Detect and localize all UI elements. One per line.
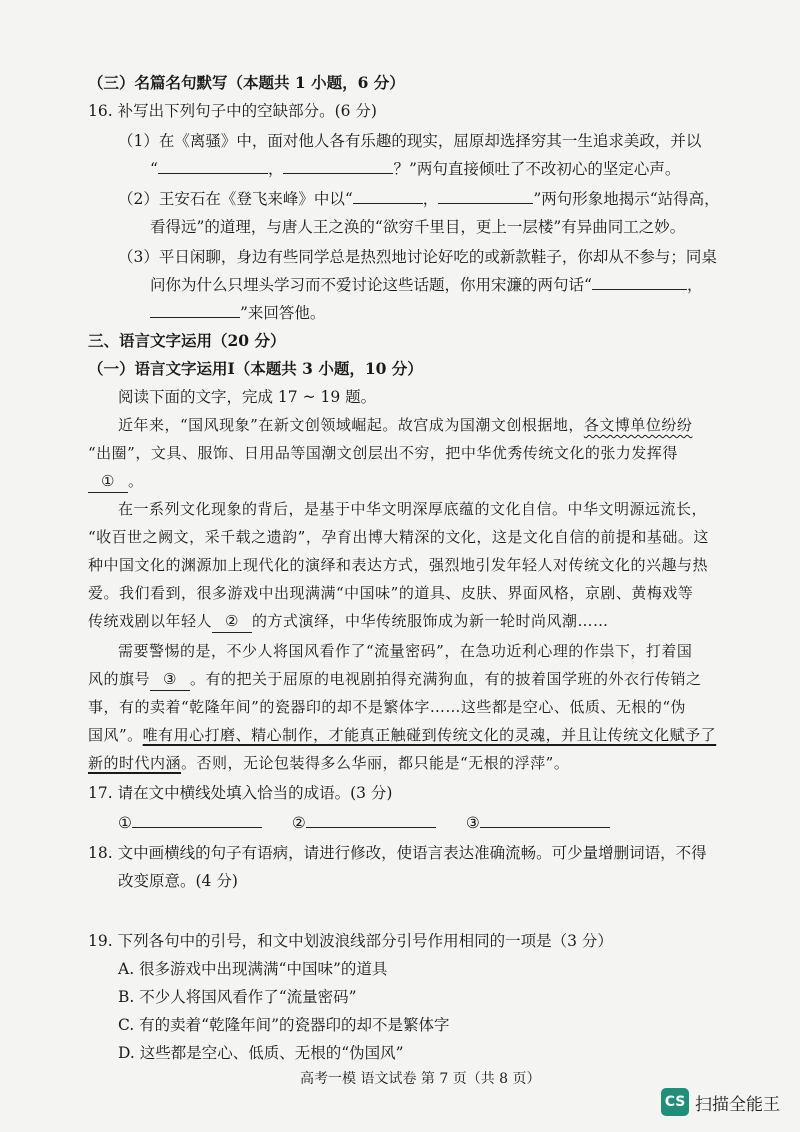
- underlined-sentence-part2: 新的时代内涵: [88, 754, 182, 772]
- q16-part3-line2: 问你为什么只埋头学习而不爱讨论这些话题，你用宋濂的两句话“ ，: [150, 276, 703, 294]
- q16-part1-line2: “ ， ？”两句直接倾吐了不改初心的坚定心声。: [150, 160, 681, 178]
- passage-line-1: 近年来，“国风现象”在新文创领域崛起。故宫成为国潮文创根据地，各文博单位纷纷: [118, 416, 693, 434]
- camscanner-text: 扫描全能王: [695, 1094, 780, 1115]
- passage-line-6: 种中国文化的渊源加上现代化的演绎和表达方式，强烈地引发年轻人对传统文化的兴趣与热: [88, 556, 709, 574]
- q19-stem: 19. 下列各句中的引号，和文中划波浪线部分引号作用相同的一项是（3 分）: [88, 932, 613, 950]
- camscanner-icon: CS: [661, 1088, 689, 1116]
- q18-line-1: 18. 文中画横线的句子有语病，请进行修改，使语言表达准确流畅。可少量增删词语，不得: [88, 844, 707, 862]
- passage-line-12: 国风”。唯有用心打磨、精心制作，才能真正触碰到传统文化的灵魂，并且让传统文化赋予了: [88, 726, 717, 744]
- passage-line-13: 新的时代内涵。否则，无论包装得多么华丽，都只能是“无根的浮萍”。: [88, 754, 570, 772]
- q16-part3-line3: ”来回答他。: [150, 302, 325, 324]
- passage-line-7: 爱。我们看到，很多游戏中出现满满“中国味”的道具、皮肤、界面风格，京剧、黄梅戏等: [88, 584, 694, 602]
- passage-line-8: 传统戏剧以年轻人 ② 的方式演绎，中华传统服饰成为新一轮时尚风潮……: [88, 610, 609, 633]
- q17-answer-blanks: ① ② ③: [118, 812, 610, 834]
- passage-line-5: “收百世之阙文，采千载之遗韵”，孕育出博大精深的文化，这是文化自信的前提和基础。这: [88, 528, 709, 546]
- q18-line-2: 改变原意。(4 分): [118, 872, 238, 890]
- q16-part3-line1: （3）平日闲聊，身边有些同学总是热烈地讨论好吃的或新款鞋子，你却从不参与；同桌: [118, 248, 717, 266]
- q16-part2-line2: 看得远”的道理，与唐人王之涣的“欲穷千里目，更上一层楼”有异曲同工之妙。: [150, 218, 686, 236]
- section-header-language: 三、语言文字运用（20 分）: [88, 331, 286, 350]
- scanner-watermark: [661, 1088, 780, 1116]
- q19-option-a: A. 很多游戏中出现满满“中国味”的道具: [118, 960, 388, 978]
- q19-option-b: B. 不少人将国风看作了“流量密码”: [118, 988, 357, 1006]
- wavy-underlined-phrase: 各文博单位纷纷: [583, 416, 693, 434]
- subsection-header-1: （一）语言文字运用Ⅰ（本题共 3 小题，10 分）: [88, 359, 423, 378]
- passage-line-2: “出圈”，文具、服饰、日用品等国潮文创层出不穷，把中华优秀传统文化的张力发挥得: [88, 444, 678, 462]
- reading-instruction: 阅读下面的文字，完成 17 ~ 19 题。: [118, 388, 377, 406]
- passage-line-9: 需要警惕的是，不少人将国风看作了“流量密码”，在急功近利心理的作祟下，打着国: [118, 642, 693, 660]
- page-footer: 高考一模 语文试卷 第 7 页（共 8 页）: [300, 1071, 541, 1087]
- passage-line-4: 在一系列文化现象的背后，是基于中华文明深厚底蕴的文化自信。中华文明源远流长，: [118, 500, 708, 518]
- passage-line-3: ① 。: [88, 470, 144, 493]
- q19-option-c: C. 有的卖着“乾隆年间”的瓷器印的却不是繁体字: [118, 1016, 450, 1034]
- section-header-famous-lines: （三）名篇名句默写（本题共 1 小题，6 分）: [88, 73, 405, 92]
- q16-stem: 16. 补写出下列句子中的空缺部分。(6 分): [88, 102, 377, 120]
- q16-part1-line1: （1）在《离骚》中，面对他人各有乐趣的现实，屈原却选择穷其一生追求美政，并以: [118, 132, 702, 150]
- q19-option-d: D. 这些都是空心、低质、无根的“伪国风”: [118, 1044, 404, 1062]
- passage-line-10: 风的旗号 ③ 。有的把关于屈原的电视剧拍得充满狗血，有的披着国学班的外衣行传销之: [88, 668, 702, 691]
- underlined-sentence-part1: 唯有用心打磨、精心制作，才能真正触碰到传统文化的灵魂，并且让传统文化赋予了: [142, 726, 717, 744]
- passage-line-11: 事，有的卖着“乾隆年间”的瓷器印的却不是繁体字……这些都是空心、低质、无根的“伪: [88, 698, 687, 716]
- q17-stem: 17. 请在文中横线处填入恰当的成语。(3 分): [88, 784, 393, 802]
- q16-part2-line1: （2）王安石在《登飞来峰》中以“ ， ”两句形象地揭示“站得高，: [118, 190, 720, 208]
